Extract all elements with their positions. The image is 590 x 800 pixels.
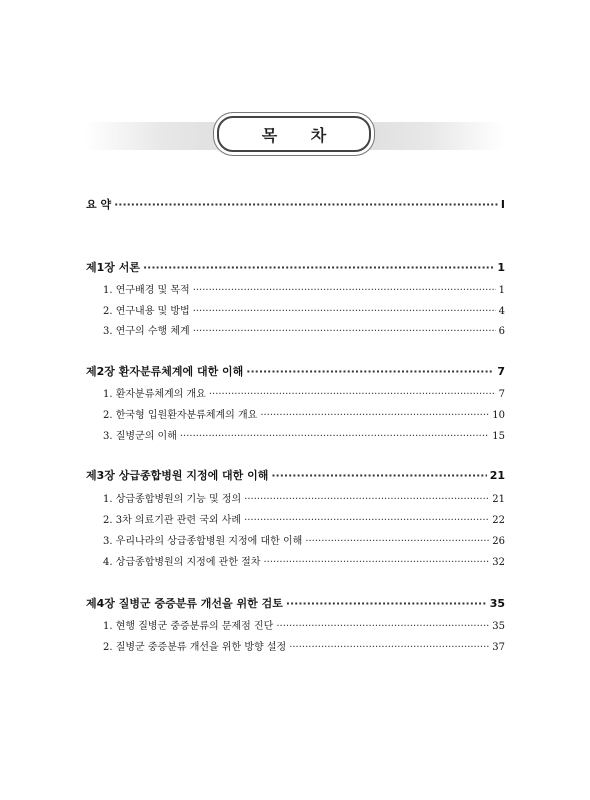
section-title: 3. 질병군의 이해 — [103, 431, 177, 442]
toc-section[interactable] — [86, 406, 505, 421]
section-page: 1 — [498, 285, 505, 296]
toc-section[interactable] — [86, 322, 505, 337]
toc-section[interactable] — [86, 638, 505, 653]
toc-entry-summary[interactable] — [86, 196, 505, 212]
chapter-page: 21 — [489, 469, 505, 482]
section-title: 1. 현행 질병군 중증분류의 문제점 진단 — [103, 621, 274, 632]
section-page: 35 — [492, 621, 505, 632]
toc-section[interactable] — [86, 617, 505, 632]
toc-section[interactable] — [86, 511, 505, 526]
section-title: 1. 연구배경 및 목적 — [103, 285, 190, 296]
section-page: 4 — [498, 306, 505, 317]
dot-leader — [193, 326, 496, 337]
section-page: 32 — [492, 557, 505, 568]
toc-title-pill — [217, 116, 371, 152]
toc-section[interactable] — [86, 281, 505, 296]
section-page: 6 — [498, 326, 505, 337]
toc-section[interactable] — [86, 427, 505, 442]
dot-leader — [209, 389, 496, 400]
section-title: 1. 환자분류체계의 개요 — [103, 389, 206, 400]
chapter-page: 35 — [489, 597, 505, 610]
section-title: 4. 상급종합병원의 지정에 관한 절차 — [103, 557, 261, 568]
chapter-title: 제1장 서론 — [86, 261, 140, 274]
toc-banner — [85, 112, 505, 154]
section-page: 21 — [492, 494, 505, 505]
dot-leader — [271, 469, 486, 482]
dot-leader — [264, 557, 490, 568]
toc-section[interactable] — [86, 385, 505, 400]
toc-chapter-4[interactable] — [86, 595, 505, 611]
section-title: 2. 질병군 중증분류 개선을 위한 방향 설정 — [103, 642, 287, 653]
entry-page: Ⅰ — [500, 198, 505, 211]
section-page: 37 — [492, 642, 505, 653]
toc-chapter-1[interactable] — [86, 259, 505, 275]
toc-chapter-3[interactable] — [86, 467, 505, 483]
chapter-title: 제3장 상급종합병원 지정에 대한 이해 — [86, 469, 269, 482]
dot-leader — [244, 515, 489, 526]
dot-leader — [305, 536, 489, 547]
dot-leader — [289, 642, 489, 653]
chapter-page: 1 — [497, 261, 505, 274]
dot-leader — [143, 261, 494, 274]
section-title: 3. 연구의 수행 체계 — [103, 326, 190, 337]
section-title: 3. 우리나라의 상급종합병원 지정에 대한 이해 — [103, 536, 303, 547]
section-page: 7 — [498, 389, 505, 400]
dot-leader — [193, 306, 496, 317]
chapter-title: 제4장 질병군 중증분류 개선을 위한 검토 — [86, 597, 283, 610]
dot-leader — [260, 410, 489, 421]
toc-chapter-2[interactable] — [86, 363, 505, 379]
section-title: 2. 한국형 입원환자분류체계의 개요 — [103, 410, 258, 421]
section-page: 26 — [492, 536, 505, 547]
toc-section[interactable] — [86, 302, 505, 317]
section-title: 1. 상급종합병원의 기능 및 정의 — [103, 494, 242, 505]
dot-leader — [244, 494, 489, 505]
section-title: 2. 연구내용 및 방법 — [103, 306, 190, 317]
chapter-page: 7 — [497, 365, 505, 378]
dot-leader — [276, 621, 489, 632]
toc-title: 목 차 — [261, 125, 341, 145]
dot-leader — [114, 198, 498, 211]
chapter-title: 제2장 환자분류체계에 대한 이해 — [86, 365, 244, 378]
section-page: 22 — [492, 515, 505, 526]
dot-leader — [286, 597, 487, 610]
dot-leader — [193, 285, 496, 296]
section-title: 2. 3차 의료기관 관련 국외 사례 — [103, 515, 242, 526]
dot-leader — [180, 431, 489, 442]
section-page: 15 — [492, 431, 505, 442]
section-page: 10 — [492, 410, 505, 421]
toc-section[interactable] — [86, 490, 505, 505]
dot-leader — [246, 365, 494, 378]
toc-section[interactable] — [86, 532, 505, 547]
entry-title: 요 약 — [86, 198, 112, 211]
toc-section[interactable] — [86, 553, 505, 568]
